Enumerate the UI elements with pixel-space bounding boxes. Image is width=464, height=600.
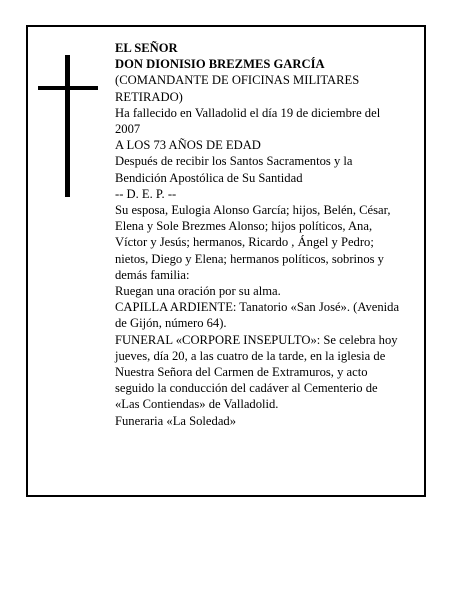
funeral-home-line: Funeraria «La Soledad» <box>115 413 236 428</box>
sacraments-line: Después de recibir los Santos Sacramentos y la Bendición Apostólica de Su Santidad <box>115 154 353 185</box>
obituary-notice <box>26 25 426 497</box>
notice-text <box>115 40 427 429</box>
age-line: A LOS 73 AÑOS DE EDAD <box>115 138 261 153</box>
family-line: Su esposa, Eulogia Alonso García; hijos, Belén, César, Elena y Sole Brezmes Alonso; hijos políticos, Ana, Víctor y Jesús; hermanos, Ricardo , Ángel y Pedro; nietos, Diego y Elena; hermanos políticos, sobrinos y demás familia: <box>115 203 391 282</box>
chapel-line: CAPILLA ARDIENTE: Tanatorio «San José». (Avenida de Gijón, número 64). <box>115 300 400 331</box>
cross-horizontal-bar <box>38 86 98 90</box>
funeral-line: FUNERAL «CORPORE INSEPULTO»: Se celebra hoy jueves, día 20, a las cuatro de la tarde, en la iglesia de Nuestra Señora del Carmen de Extramuros, y acto seguido la conducción del cadáver al Cementerio de «Las Contiendas» de Valladolid. <box>115 332 398 412</box>
rank-line: (COMANDANTE DE OFICINAS MILITARES RETIRADO) <box>115 73 360 104</box>
dep-line: -- D. E. P. -- <box>115 186 177 201</box>
prayer-line: Ruegan una oración por su alma. <box>115 284 281 299</box>
title-line-1: EL SEÑOR <box>115 41 178 55</box>
cross-vertical-bar <box>65 55 70 197</box>
death-line: Ha fallecido en Valladolid el día 19 de diciembre del 2007 <box>115 105 381 137</box>
cross-icon <box>38 55 98 197</box>
deceased-name: DON DIONISIO BREZMES GARCÍA <box>115 57 325 72</box>
